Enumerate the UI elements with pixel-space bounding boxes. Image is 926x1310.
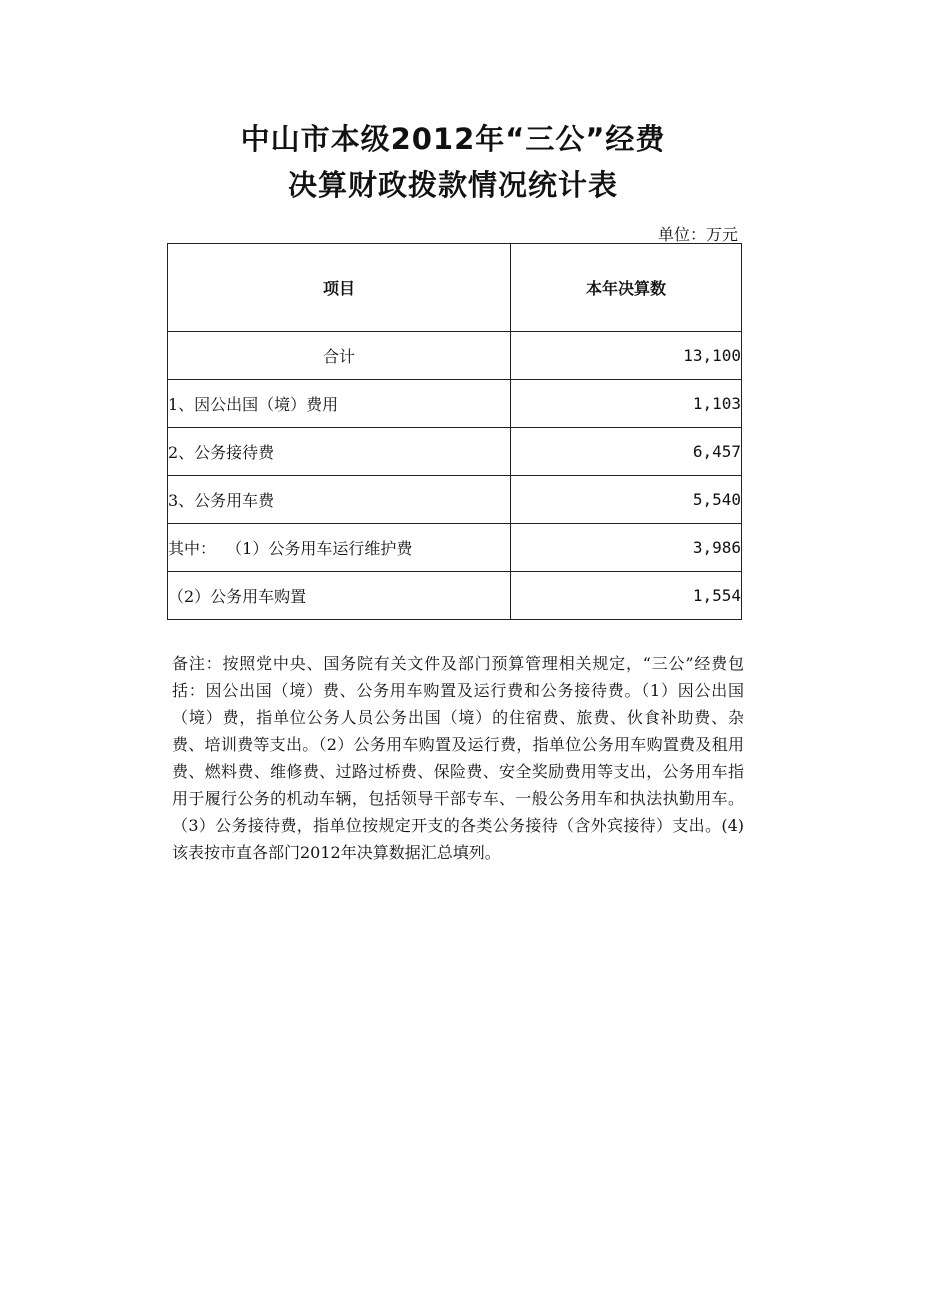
table-row-sub <box>168 572 742 620</box>
row-label: 1、因公出国（境）费用 <box>168 380 511 428</box>
table-row <box>168 380 742 428</box>
table-row-sub <box>168 524 742 572</box>
column-header-amount: 本年决算数 <box>511 244 742 332</box>
row-value: 6,457 <box>511 428 742 476</box>
table-row <box>168 428 742 476</box>
table-header-row <box>168 244 742 332</box>
expense-table <box>167 243 742 620</box>
row-label: 2、公务接待费 <box>168 428 511 476</box>
table-row <box>168 476 742 524</box>
row-label: 合计 <box>168 332 511 380</box>
row-label: 3、公务用车费 <box>168 476 511 524</box>
row-value: 13,100 <box>511 332 742 380</box>
row-value: 1,103 <box>511 380 742 428</box>
footnote: 备注：按照党中央、国务院有关文件及部门预算管理相关规定，“三公”经费包括：因公出国（境）费、公务用车购置及运行费和公务接待费。（1）因公出国（境）费，指单位公务人员公务出国（境）的住宿费、旅费、伙食补助费、杂费、培训费等支出。（2）公务用车购置及运行费，指单位公务用车购置费及租用费、燃料费、维修费、过路过桥费、保险费、安全奖励费用等支出，公务用车指用于履行公务的机动车辆，包括领导干部专车、一般公务用车和执法执勤用车。（3）公务接待费，指单位按规定开支的各类公务接待（含外宾接待）支出。(4)该表按市直各部门2012年决算数据汇总填列。 <box>172 654 744 862</box>
document-title <box>0 116 906 208</box>
table-row-total <box>168 332 742 380</box>
unit-label: 单位：万元 <box>657 225 738 244</box>
row-value: 3,986 <box>511 524 742 572</box>
row-label: （2）公务用车购置 <box>168 572 511 620</box>
row-value: 5,540 <box>511 476 742 524</box>
title-line-2: 决算财政拨款情况统计表 <box>287 168 618 202</box>
row-label: 其中： （1）公务用车运行维护费 <box>168 524 511 572</box>
column-header-item: 项目 <box>168 244 511 332</box>
row-value: 1,554 <box>511 572 742 620</box>
title-line-1: 中山市本级2012年“三公”经费 <box>240 122 666 156</box>
